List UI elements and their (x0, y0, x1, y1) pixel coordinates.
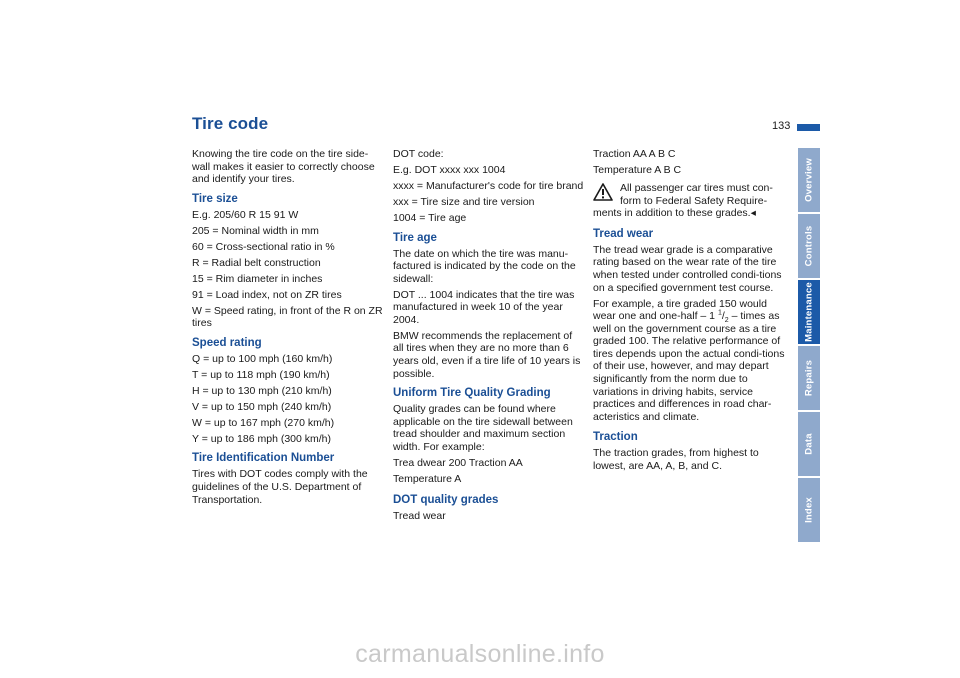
heading-dot-quality-grades: DOT quality grades (393, 493, 499, 506)
column-3 (593, 148, 786, 476)
column-2 (393, 148, 585, 526)
heading-tire-age: Tire age (393, 231, 437, 244)
fraction: $^1/_2$ (717, 309, 729, 325)
dot-code-line: DOT code: (393, 148, 444, 160)
traction-text: The traction grades, from highest to lowest, are AA, A, B, and C. (593, 447, 759, 473)
speed-rating-line: V = up to 150 mph (240 km/h) (192, 400, 332, 413)
tread-wear-text-b: – times as well on the government course as a tire graded 100. The relative performance of tires depends upon the actual condi-tions of their use, however, and may depart significantly from the norm due to variations in driving habits, service practices and differences in road char-acteristics and climate. (593, 310, 785, 423)
heading-utqg: Uniform Tire Quality Grading (393, 387, 551, 400)
column-1 (192, 148, 384, 510)
tire-size-line: W = Speed rating, in front of the R on ZR tires (192, 304, 383, 330)
warning-triangle-icon (593, 183, 613, 201)
dot-code-line: xxx = Tire size and tire version (393, 195, 535, 208)
page-title: Tire code (192, 114, 269, 133)
tab-label: Index (803, 497, 815, 523)
grade-line: Temperature A B C (593, 163, 682, 176)
dot-code-line: E.g. DOT xxxx xxx 1004 (393, 163, 506, 176)
warning-line: ments in addition to these grades. (593, 207, 751, 220)
tread-wear-text (593, 298, 786, 424)
warning-line: All passenger car tires must con- (620, 181, 773, 194)
tire-size-line: E.g. 205/60 R 15 91 W (192, 208, 299, 221)
section-tabs (798, 148, 820, 544)
tire-size-line: 91 = Load index, not on ZR tires (192, 288, 342, 301)
utqg-text: Trea dwear 200 Traction AA (393, 457, 523, 470)
utqg-text: Temperature A (393, 473, 462, 485)
speed-rating-line: Y = up to 186 mph (300 km/h) (192, 432, 332, 445)
tire-age-text: The date on which the tire was manu-factured is indicated by the code on the sidewall: (393, 247, 576, 285)
tire-age-text: BMW recommends the replacement of all tires when they are no more than 6 years old, even if a tire life of 10 years is possible. (393, 329, 581, 380)
speed-rating-line: T = up to 118 mph (190 km/h) (192, 368, 330, 381)
tab-label: Controls (803, 225, 815, 267)
heading-traction: Traction (593, 431, 638, 444)
fraction-denominator: 2 (724, 317, 729, 325)
tab-label: Data (803, 433, 815, 455)
page-number: 133 (772, 120, 791, 132)
fraction-numerator: 1 (717, 309, 722, 317)
tab-label: Overview (803, 158, 815, 202)
speed-rating-line: H = up to 130 mph (210 km/h) (192, 384, 332, 397)
warning-note (593, 180, 786, 220)
tab-label: Maintenance (803, 282, 815, 342)
tire-size-line: 205 = Nominal width in mm (192, 224, 319, 237)
tab-controls[interactable] (798, 214, 820, 278)
heading-speed-rating: Speed rating (192, 336, 262, 349)
tire-size-line: 60 = Cross-sectional ratio in % (192, 240, 335, 253)
heading-tire-identification-number: Tire Identification Number (192, 452, 335, 465)
tab-data[interactable] (798, 412, 820, 476)
tab-label: Repairs (803, 359, 815, 397)
dot-code-line: xxxx = Manufacturer's code for tire brand (393, 179, 584, 192)
tab-maintenance[interactable] (798, 280, 820, 344)
dot-quality-text: Tread wear (393, 509, 446, 522)
tread-wear-text-a: For example, a tire graded 150 would wear one and one-half – 1 (593, 297, 767, 323)
intro-text: Knowing the tire code on the tire side-wall makes it easier to correctly choose and identify your tires. (192, 148, 375, 186)
page-number-bar (797, 124, 820, 131)
speed-rating-line: W = up to 167 mph (270 km/h) (192, 416, 335, 429)
utqg-text: Quality grades can be found where applicable on the tire sidewall between tread shoulder and maximum section width. For example: (393, 403, 573, 454)
heading-tire-size: Tire size (192, 192, 238, 205)
tire-size-line: R = Radial belt construction (192, 256, 321, 269)
tin-text: Tires with DOT codes comply with the guidelines of the U.S. Department of Transportation. (192, 468, 368, 506)
grade-line: Traction AA A B C (593, 148, 676, 160)
tab-overview[interactable] (798, 148, 820, 212)
dot-code-line: 1004 = Tire age (393, 211, 467, 224)
tab-repairs[interactable] (798, 346, 820, 410)
heading-tread-wear: Tread wear (593, 227, 654, 240)
tire-age-text: DOT ... 1004 indicates that the tire was manufactured in week 10 of the year 2004. (393, 288, 575, 326)
end-mark-icon: ◂ (750, 207, 756, 220)
warning-line: form to Federal Safety Require- (620, 194, 768, 207)
tab-index[interactable] (798, 478, 820, 542)
speed-rating-line: Q = up to 100 mph (160 km/h) (192, 352, 333, 365)
tire-size-line: 15 = Rim diameter in inches (192, 272, 323, 285)
watermark: carmanualsonline.info (355, 640, 605, 668)
tread-wear-text: The tread wear grade is a comparative rating based on the wear rate of the tire when tested under controlled condi-tions on a specified government test course. (593, 243, 782, 294)
